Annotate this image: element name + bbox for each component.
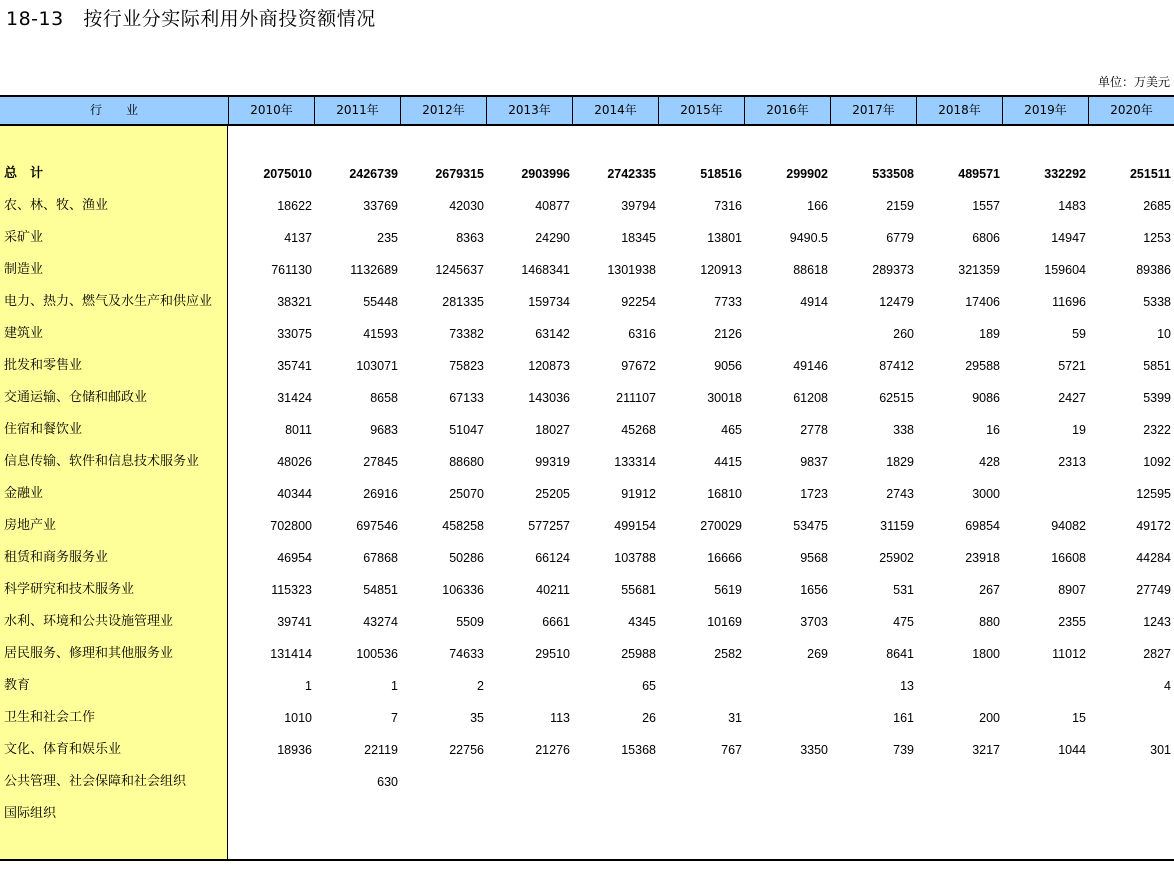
table-cell: 1: [305, 679, 312, 693]
table-cell: 65: [642, 679, 656, 693]
table-cell: 2679315: [435, 167, 484, 181]
table-row: [0, 638, 1174, 670]
table-cell: 5851: [1143, 359, 1171, 373]
table-cell: 1253: [1143, 231, 1171, 245]
table-cell: 761130: [271, 263, 312, 277]
header-year: 2012年: [400, 97, 486, 124]
row-label: 水利、环境和公共设施管理业: [4, 614, 174, 629]
table-cell: 2322: [1143, 423, 1171, 437]
table-cell: 458258: [442, 519, 484, 533]
table-cell: 9568: [800, 551, 828, 565]
table-cell: 67868: [363, 551, 398, 565]
header-year: 2017年: [830, 97, 916, 124]
table-cell: 91912: [621, 487, 656, 501]
table-header: [0, 95, 1174, 126]
table-cell: 55448: [363, 295, 398, 309]
header-year: 2016年: [744, 97, 830, 124]
table-cell: 33075: [277, 327, 312, 341]
table-cell: 45268: [621, 423, 656, 437]
row-label: 公共管理、社会保障和社会组织: [4, 774, 187, 789]
table-cell: [658, 766, 742, 798]
table-cell: 1301938: [607, 263, 656, 277]
table-cell: 9086: [972, 391, 1000, 405]
table-cell: 99319: [535, 455, 570, 469]
table-cell: 113: [550, 711, 570, 725]
row-label: 电力、热力、燃气及水生产和供应业: [4, 294, 213, 309]
table-cell: [658, 798, 742, 830]
row-label: 批发和零售业: [4, 358, 83, 373]
table-cell: 1: [391, 679, 398, 693]
table-cell: 55681: [621, 583, 656, 597]
row-label: 居民服务、修理和其他服务业: [4, 646, 174, 661]
table-cell: 161: [893, 711, 914, 725]
table-cell: 1723: [800, 487, 828, 501]
table-cell: 1483: [1058, 199, 1086, 213]
table-cell: 66124: [535, 551, 570, 565]
header-year: 2013年: [486, 97, 572, 124]
table-cell: 1092: [1143, 455, 1171, 469]
table-cell: [1002, 766, 1086, 798]
header-industry: 行 业: [0, 97, 228, 124]
table-cell: 267: [979, 583, 1000, 597]
table-cell: 35741: [277, 359, 312, 373]
table-cell: 13801: [707, 231, 742, 245]
table-cell: 5509: [456, 615, 484, 629]
table-cell: 880: [979, 615, 1000, 629]
table-cell: 200: [979, 711, 1000, 725]
table-cell: 1132689: [350, 263, 398, 277]
table-cell: 97672: [621, 359, 656, 373]
table-cell: 5399: [1143, 391, 1171, 405]
table-cell: 25205: [535, 487, 570, 501]
table-cell: [830, 798, 914, 830]
table-cell: 59: [1072, 327, 1086, 341]
table-cell: 270029: [700, 519, 742, 533]
table-cell: 6806: [972, 231, 1000, 245]
row-label: 总 计: [4, 166, 44, 181]
table-row: [0, 158, 1174, 190]
table-cell: 18936: [277, 743, 312, 757]
table-cell: 767: [721, 743, 742, 757]
row-label: 信息传输、软件和信息技术服务业: [4, 454, 200, 469]
table-row: [0, 478, 1174, 510]
table-cell: 1245637: [435, 263, 484, 277]
table-cell: 17406: [965, 295, 1000, 309]
table-cell: [658, 670, 742, 702]
table-cell: 8011: [285, 423, 312, 437]
table-cell: 10169: [707, 615, 742, 629]
table-cell: 29588: [965, 359, 1000, 373]
table-cell: 166: [807, 199, 828, 213]
table-row: [0, 254, 1174, 286]
table-cell: 9056: [714, 359, 742, 373]
table-cell: [916, 766, 1000, 798]
table-cell: 100536: [356, 647, 398, 661]
table-cell: 11696: [1052, 295, 1086, 309]
table-cell: 40344: [277, 487, 312, 501]
table-cell: 115323: [271, 583, 312, 597]
table-cell: [744, 798, 828, 830]
table-cell: 739: [893, 743, 914, 757]
table-cell: 14947: [1051, 231, 1086, 245]
table-cell: 6661: [542, 615, 570, 629]
table-cell: 1829: [886, 455, 914, 469]
table-cell: 49146: [793, 359, 828, 373]
table-cell: 19: [1072, 423, 1086, 437]
table-cell: 9837: [800, 455, 828, 469]
table-cell: 8658: [370, 391, 398, 405]
table-cell: 1656: [800, 583, 828, 597]
table-cell: 518516: [700, 167, 742, 181]
table-cell: 16810: [707, 487, 742, 501]
table-cell: 577257: [528, 519, 570, 533]
table-row: [0, 670, 1174, 702]
table-cell: 10: [1157, 327, 1171, 341]
table-row: [0, 798, 1174, 830]
table-cell: 131414: [270, 647, 312, 661]
table-cell: [1002, 478, 1086, 510]
row-label: 房地产业: [4, 518, 57, 533]
table-cell: 269: [807, 647, 828, 661]
table-cell: 338: [893, 423, 914, 437]
table-cell: 499154: [614, 519, 656, 533]
table-cell: 2313: [1058, 455, 1086, 469]
table-cell: 281335: [442, 295, 484, 309]
table-cell: [830, 766, 914, 798]
table-cell: 3703: [800, 615, 828, 629]
table-cell: 22119: [364, 743, 398, 757]
table-cell: 1557: [972, 199, 1000, 213]
table-cell: 63142: [535, 327, 570, 341]
table-cell: 94082: [1051, 519, 1086, 533]
table-cell: 69854: [965, 519, 1000, 533]
table-cell: 16666: [707, 551, 742, 565]
table-cell: [1088, 798, 1171, 830]
table-cell: 702800: [270, 519, 312, 533]
table-cell: 4137: [284, 231, 312, 245]
table-cell: 2743: [886, 487, 914, 501]
table-cell: [400, 766, 484, 798]
table-cell: 120873: [528, 359, 570, 373]
row-label: 交通运输、仓储和邮政业: [4, 390, 148, 405]
table-row: [0, 766, 1174, 798]
table-cell: [1088, 702, 1171, 734]
unit-label: 单位：万美元: [1097, 75, 1170, 89]
table-cell: 30018: [707, 391, 742, 405]
header-year: 2019年: [1002, 97, 1088, 124]
table-cell: 22756: [449, 743, 484, 757]
table-cell: [744, 702, 828, 734]
table-cell: 3217: [972, 743, 1000, 757]
table-cell: 630: [377, 775, 398, 789]
row-label: 教育: [4, 678, 31, 693]
table-cell: 11012: [1052, 647, 1086, 661]
table-cell: 50286: [449, 551, 484, 565]
table-cell: 89386: [1136, 263, 1171, 277]
table-cell: 5619: [714, 583, 742, 597]
table-cell: 27749: [1136, 583, 1171, 597]
table-cell: 27845: [363, 455, 398, 469]
table-cell: 15368: [621, 743, 656, 757]
table-cell: 67133: [449, 391, 484, 405]
table-cell: 74633: [449, 647, 484, 661]
header-year: 2014年: [572, 97, 658, 124]
table-cell: [916, 670, 1000, 702]
table-cell: 428: [979, 455, 1000, 469]
table-cell: 9683: [370, 423, 398, 437]
table-cell: 2075010: [263, 167, 312, 181]
row-label: 制造业: [4, 262, 44, 277]
row-label: 住宿和餐饮业: [4, 422, 83, 437]
table-cell: 2685: [1143, 199, 1171, 213]
table-row: [0, 542, 1174, 574]
table-cell: [486, 670, 570, 702]
table-cell: [1002, 670, 1086, 702]
table-row: [0, 734, 1174, 766]
table-cell: 15: [1072, 711, 1086, 725]
table-cell: 54851: [363, 583, 398, 597]
table-cell: [486, 798, 570, 830]
table-cell: 3350: [800, 743, 828, 757]
table-cell: 39794: [621, 199, 656, 213]
table-cell: 41593: [363, 327, 398, 341]
table-cell: 1044: [1058, 743, 1086, 757]
table-cell: 5721: [1058, 359, 1086, 373]
table-cell: 53475: [793, 519, 828, 533]
table-row: [0, 318, 1174, 350]
row-label: 国际组织: [4, 806, 57, 821]
table-cell: 39741: [277, 615, 312, 629]
table-cell: 46954: [277, 551, 312, 565]
table-cell: 13: [900, 679, 914, 693]
table-cell: 49172: [1136, 519, 1171, 533]
table-cell: 31424: [277, 391, 312, 405]
row-label: 建筑业: [4, 326, 44, 341]
table-cell: 12479: [879, 295, 914, 309]
table-cell: 8363: [456, 231, 484, 245]
table-cell: 211107: [616, 391, 656, 405]
row-label: 科学研究和技术服务业: [4, 582, 135, 597]
row-label: 文化、体育和娱乐业: [4, 742, 122, 757]
header-year: 2011年: [314, 97, 400, 124]
table-cell: 43274: [363, 615, 398, 629]
header-year: 2015年: [658, 97, 744, 124]
table-cell: 7: [391, 711, 398, 725]
table-cell: 465: [721, 423, 742, 437]
table-cell: 289373: [872, 263, 914, 277]
table-row: [0, 350, 1174, 382]
table-cell: 18345: [621, 231, 656, 245]
table-cell: 301: [1150, 743, 1171, 757]
table-cell: 475: [893, 615, 914, 629]
table-cell: 18027: [535, 423, 570, 437]
table-cell: 3000: [972, 487, 1000, 501]
table-cell: 62515: [879, 391, 914, 405]
table-cell: [1088, 766, 1171, 798]
table-cell: 1010: [284, 711, 312, 725]
table-row: [0, 574, 1174, 606]
table-cell: 8641: [886, 647, 914, 661]
table-cell: 489571: [958, 167, 1000, 181]
table-row: [0, 446, 1174, 478]
table-cell: 133314: [614, 455, 656, 469]
table-cell: 25070: [449, 487, 484, 501]
table-cell: 6316: [628, 327, 656, 341]
table-cell: 1800: [972, 647, 1000, 661]
table-cell: 120913: [700, 263, 742, 277]
row-label: 租赁和商务服务业: [4, 550, 109, 565]
table-cell: 73382: [449, 327, 484, 341]
table-row: [0, 190, 1174, 222]
table-cell: 88680: [449, 455, 484, 469]
table-cell: 26: [642, 711, 656, 725]
table-cell: 531: [893, 583, 914, 597]
table-cell: 2159: [886, 199, 914, 213]
table-cell: 7733: [714, 295, 742, 309]
row-label: 金融业: [4, 486, 44, 501]
table-cell: 251511: [1129, 167, 1171, 181]
table-cell: [744, 670, 828, 702]
table-cell: 38321: [277, 295, 312, 309]
table-cell: 29510: [535, 647, 570, 661]
table-cell: 31159: [880, 519, 914, 533]
table-cell: 51047: [449, 423, 484, 437]
table-cell: 9490.5: [789, 231, 828, 245]
table-cell: [486, 766, 570, 798]
table-cell: [228, 798, 312, 830]
table-cell: 87412: [879, 359, 914, 373]
table-cell: [572, 766, 656, 798]
table-cell: 21276: [535, 743, 570, 757]
row-label: 农、林、牧、渔业: [4, 198, 109, 213]
table-cell: 12595: [1136, 487, 1171, 501]
table-cell: 75823: [449, 359, 484, 373]
table-row: [0, 510, 1174, 542]
table-row: [0, 382, 1174, 414]
table-cell: 2355: [1058, 615, 1086, 629]
table-cell: [314, 798, 398, 830]
table-cell: [1002, 798, 1086, 830]
table-cell: 2742335: [607, 167, 656, 181]
table-cell: 103071: [356, 359, 398, 373]
table-cell: 332292: [1044, 167, 1086, 181]
table-cell: 189: [979, 327, 1000, 341]
table-cell: 6779: [886, 231, 914, 245]
table-cell: 61208: [793, 391, 828, 405]
table-cell: 2: [477, 679, 484, 693]
table-cell: 33769: [363, 199, 398, 213]
table-cell: 25988: [621, 647, 656, 661]
table-cell: 1468341: [521, 263, 570, 277]
table-row: [0, 286, 1174, 318]
table-cell: 4345: [628, 615, 656, 629]
table-cell: 159734: [528, 295, 570, 309]
table-cell: 103788: [614, 551, 656, 565]
table-cell: 4: [1164, 679, 1171, 693]
table-cell: 321359: [958, 263, 1000, 277]
table-cell: 18622: [277, 199, 312, 213]
table-cell: 44284: [1136, 551, 1171, 565]
table-cell: 2903996: [521, 167, 570, 181]
table-cell: 697546: [356, 519, 398, 533]
table-cell: 5338: [1143, 295, 1171, 309]
table-cell: 235: [377, 231, 398, 245]
table-cell: 2427: [1058, 391, 1086, 405]
table-cell: 7316: [714, 199, 742, 213]
table-cell: [744, 766, 828, 798]
table-cell: 23918: [965, 551, 1000, 565]
table-cell: [916, 798, 1000, 830]
header-year: 2020年: [1088, 97, 1174, 124]
table-cell: 299902: [786, 167, 828, 181]
table-cell: 92254: [621, 295, 656, 309]
row-label: 采矿业: [4, 230, 44, 245]
table-cell: 26916: [363, 487, 398, 501]
table-row: [0, 702, 1174, 734]
row-label: 卫生和社会工作: [4, 710, 96, 725]
table-cell: 2426739: [349, 167, 398, 181]
table-cell: 42030: [449, 199, 484, 213]
table-cell: 2827: [1143, 647, 1171, 661]
table-cell: 16: [986, 423, 1000, 437]
table-cell: 35: [470, 711, 484, 725]
table-cell: 31: [728, 711, 742, 725]
table-cell: 4914: [800, 295, 828, 309]
table-cell: 533508: [872, 167, 914, 181]
table-cell: 106336: [442, 583, 484, 597]
table-cell: [744, 318, 828, 350]
table-cell: 16608: [1051, 551, 1086, 565]
table-cell: 8907: [1058, 583, 1086, 597]
table-cell: 40211: [536, 583, 570, 597]
table-cell: [400, 798, 484, 830]
page-title: 18-13 按行业分实际利用外商投资额情况: [6, 8, 376, 30]
table-cell: 40877: [535, 199, 570, 213]
bottom-rule: [0, 859, 1174, 861]
table-cell: 143036: [528, 391, 570, 405]
table-cell: [228, 766, 312, 798]
table-cell: 48026: [277, 455, 312, 469]
table-cell: 2582: [714, 647, 742, 661]
table-cell: 1243: [1143, 615, 1171, 629]
table-cell: 4415: [714, 455, 742, 469]
table-cell: 260: [893, 327, 914, 341]
table-cell: 25902: [879, 551, 914, 565]
table-cell: 24290: [535, 231, 570, 245]
table-row: [0, 414, 1174, 446]
table-cell: [572, 798, 656, 830]
table-cell: 2126: [714, 327, 742, 341]
header-year: 2018年: [916, 97, 1002, 124]
table-row: [0, 606, 1174, 638]
header-year: 2010年: [228, 97, 314, 124]
table-cell: 159604: [1044, 263, 1086, 277]
table-cell: 2778: [800, 423, 828, 437]
table-row: [0, 222, 1174, 254]
table-cell: 88618: [793, 263, 828, 277]
